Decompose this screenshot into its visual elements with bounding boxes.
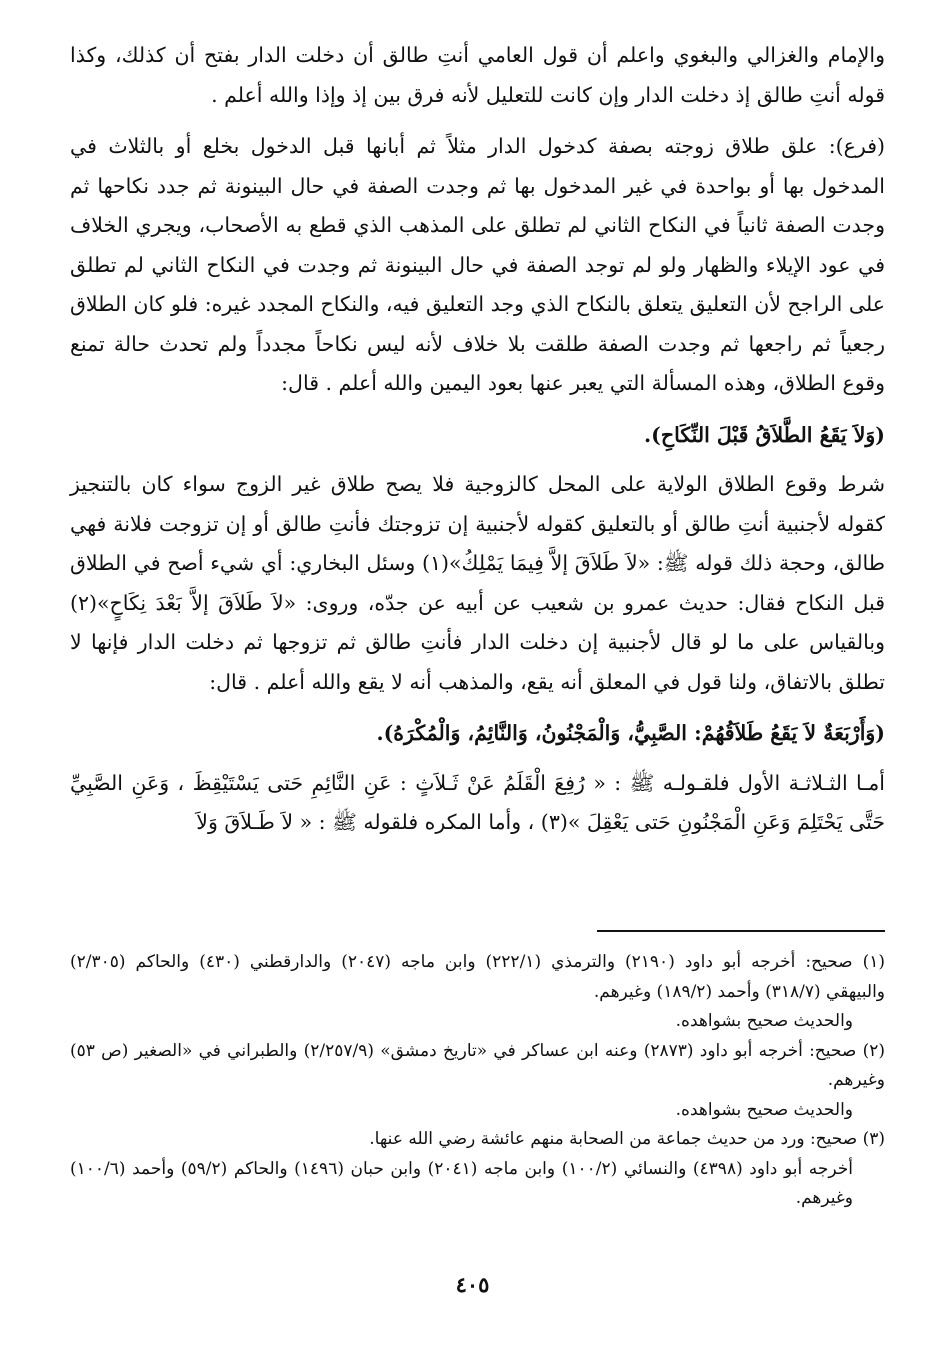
footnote-2-note: والحديث صحيح بشواهده.: [675, 1099, 853, 1120]
paragraph-fara: (فرع): علق طلاق زوجته بصفة كدخول الدار مثلاً ثم أبانها قبل الدخول بخلع أو بالثلاث في المدخول بها أو بواحدة في غير المدخول بها ثم وجدت الصفة في حال البينونة ثم جدد نكاحها ثم وجدت الصفة ثانياً في النكاح الثاني لم تطلق على المذهب الذي قطع به الأصحاب، ويجري الخلاف في عود الإيلاء والظهار ولو لم توجد الصفة في حال البينونة ثم وجدت في النكاح الثاني لم تطلق على الراجح لأن التعليق يتعلق بالنكاح الذي وجد التعليق فيه، والنكاح المجدد غيره: فلو كان الطلاق رجعياً ثم راجعها ثم وجدت الصفة طلقت بلا خلاف لأنه ليس نكاحاً مجدداً ولم تحدث حالة تمنع وقوع الطلاق، وهذه المسألة التي يعبر عنها بعود اليمين والله أعلم . قال:: [70, 134, 885, 395]
footnote-1-note: والحديث صحيح بشواهده.: [675, 1011, 853, 1031]
paragraph-condition: شرط وقوع الطلاق الولاية على المحل كالزوجية فلا يصح طلاق غير الزوج سواء كان بالتنجيز كقوله لأجنبية أنتِ طالق أو بالتعليق كقوله لأجنبية إن تزوجتك فأنتِ طالق أو إن تزوجت فلانة فهي طالق، وحجة ذلك قوله ﷺ: «لاَ طَلاَقَ إلاَّ فِيمَا يَمْلِكُ»(١) وسئل البخاري: أي شيء أصح في الطلاق قبل النكاح فقال: حديث عمرو بن شعيب عن أبيه عن جدّه، وروى: «لاَ طَلاَقَ إلاَّ بَعْدَ نِكَاحٍ»(٢) وبالقياس على ما لو قال لأجنبية إن دخلت الدار فأنتِ طالق ثم تزوجها ثم دخلت الدار فإنها لا تطلق بالاتفاق، ولنا قول في المعلق أنه يقع، والمذهب أنه لا يقع والله أعلم . قال:: [70, 472, 886, 694]
paragraph-intro: والإمام والغزالي والبغوي واعلم أن قول العامي أنتِ طالق أن دخلت الدار بفتح أن كذلك، وكذا قوله أنتِ طالق إذ دخلت الدار وإن كانت للتعليل لأنه فرق بين إذ وإذا والله أعلم .: [70, 43, 885, 107]
matn-heading-no-divorce-before-marriage: (وَلاَ يَقَعُ الطَّلاَقُ قَبْلَ النِّكَاحِ).: [644, 422, 885, 447]
footnote-1: (١) صحيح: أخرجه أبو داود (٢١٩٠) والترمذي (٢٢٢/١) وابن ماجه (٢٠٤٧) والدارقطني (٤٣٠) والحاكم (٢/٣٠٥) والبيهقي (٣١٨/٧) وأحمد (١٨٩/٢) وغيرهم.: [70, 952, 886, 1002]
footnote-3-sources: أخرجه أبو داود (٤٣٩٨) والنسائي (١٠٠/٢) وابن ماجه (٢٠٤١) وابن حبان (١٤٩٦) والحاكم (٥٩/٢) وأحمد (١٠٠/٦) وغيرهم.: [70, 1158, 854, 1208]
footnotes: [70, 948, 885, 1214]
main-text: [70, 36, 885, 843]
footnote-divider: [597, 930, 885, 932]
footnote-3: (٣) صحيح: ورد من حديث جماعة من الصحابة منهم عائشة رضي الله عنها.: [369, 1129, 885, 1149]
matn-heading-four-persons: (وَأَرْبَعَةٌ لاَ يَقَعُ طَلاَقُهُمْ: الصَّبِيُّ، وَالْمَجْنُونُ، وَالنَّائِمُ، وَالْمُكْرَهُ).: [376, 721, 885, 745]
paragraph-hadith: أمـا الثـلاثـة الأول فلقـولـه ﷺ : « رُفِعَ الْقَلَمُ عَنْ ثَـلاَثٍ : عَنِ النَّائِمِ حَتى يَسْتَيْقِظَ ، وَعَنِ الصَّبِيِّ حَتَّى يَحْتَلِمَ وَعَنِ الْمَجْنُونِ حَتى يَعْقِلَ »(٣) ، وأما المكره فلقوله ﷺ : « لاَ طَـلاَقَ وَلاَ: [70, 770, 885, 834]
page-number: ٤٠٥: [455, 1272, 490, 1297]
footnote-2: (٢) صحيح: أخرجه أبو داود (٢٨٧٣) وعنه ابن عساكر في «تاريخ دمشق» (٢/٢٥٧/٩) والطبراني في «الصغير (ص ٥٣) وغيرهم.: [70, 1040, 885, 1090]
